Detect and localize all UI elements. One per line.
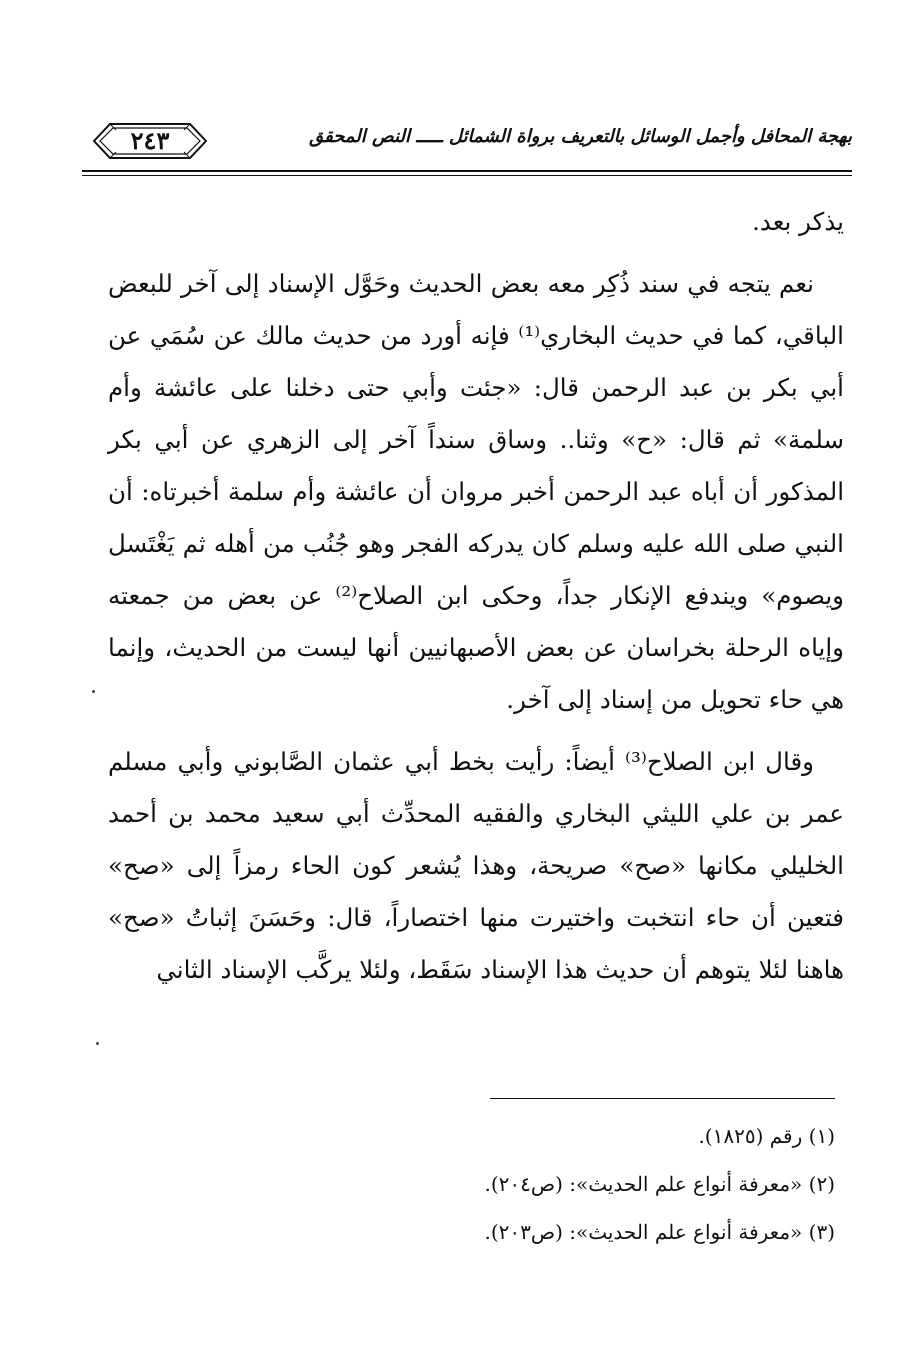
paragraph: يذكر بعد. bbox=[752, 207, 844, 236]
header-rule bbox=[82, 170, 852, 176]
page-header bbox=[82, 118, 852, 174]
footnote-separator bbox=[490, 1098, 835, 1099]
footnote: (٢) «معرفة أنواع علم الحديث»: (ص٢٠٤). bbox=[484, 1172, 835, 1196]
running-title: بهجة المحافل وأجمل الوسائل بالتعريف برواة الشمائل ـــــ النص المحقق bbox=[309, 126, 852, 147]
print-speck bbox=[96, 1042, 99, 1045]
paragraph: نعم يتجه في سند ذُكِر معه بعض الحديث وحَوَّل الإسناد إلى آخر للبعض الباقي، كما في حديث البخاري⁽¹⁾ فإنه أورد من حديث مالك عن سُمَي عن أبي بكر بن عبد الرحمن قال: «جئت وأبي حتى دخلنا على عائشة وأم سلمة» ثم قال: «ح» وثنا.. وساق سنداً آخر إلى الزهري عن أبي بكر المذكور أن أباه عبد الرحمن أخبر مروان أن عائشة وأم سلمة أخبرتاه: أن النبي صلى الله عليه وسلم كان يدركه الفجر وهو جُنُب من أهله ثم يَغْتَسل ويصوم» ويندفع الإنكار جداً، وحكى ابن الصلاح⁽²⁾ عن بعض من جمعته وإياه الرحلة بخراسان عن بعض الأصبهانيين أنها ليست من الحديث، وإنما هي حاء تحويل من إسناد إلى آخر. bbox=[108, 269, 844, 714]
print-speck bbox=[92, 690, 95, 693]
main-text bbox=[108, 196, 844, 996]
page-number: ٢٤٣ bbox=[130, 126, 170, 155]
footnote: (٣) «معرفة أنواع علم الحديث»: (ص٢٠٣). bbox=[484, 1220, 835, 1244]
page-number-badge bbox=[90, 120, 210, 162]
footnote: (١) رقم (١٨٢٥). bbox=[698, 1124, 835, 1148]
footnotes bbox=[300, 1112, 835, 1256]
paragraph: وقال ابن الصلاح⁽³⁾ أيضاً: رأيت بخط أبي عثمان الصَّابوني وأبي مسلم عمر بن علي الليثي البخاري والفقيه المحدِّث أبي سعيد محمد بن أحمد الخليلي مكانها «صح» صريحة، وهذا يُشعر كون الحاء رمزاً إلى «صح» فتعين أن حاء انتخبت واختيرت منها اختصاراً، قال: وحَسَنَ إثباتُ «صح» هاهنا لئلا يتوهم أن حديث هذا الإسناد سَقَط، ولئلا يركَّب الإسناد الثاني bbox=[108, 747, 844, 984]
